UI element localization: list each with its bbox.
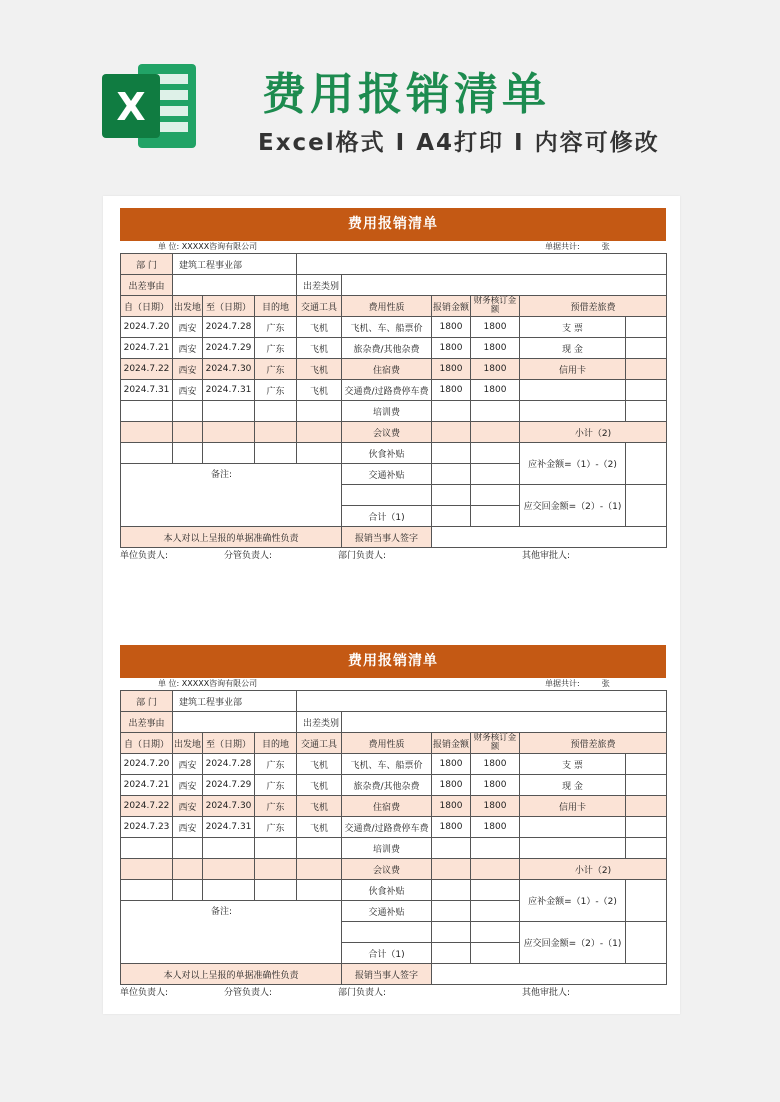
category-value-cell[interactable]	[342, 275, 667, 296]
blank-cell[interactable]	[471, 901, 520, 922]
row-origin: 西安	[173, 775, 203, 796]
docs-unit: 张	[601, 679, 610, 688]
subtotal-2-label: 小计（2)	[520, 859, 667, 880]
row-origin: 西安	[173, 380, 203, 401]
blank-cell[interactable]	[432, 422, 471, 443]
row-advance: 支 票	[520, 754, 626, 775]
row-amount: 1800	[432, 754, 471, 775]
expense-table	[120, 253, 667, 548]
form-title: 费用报销清单	[120, 208, 666, 241]
header-amount: 报销金额	[432, 296, 471, 317]
row-advance: 信用卡	[520, 796, 626, 817]
responsibility-statement: 本人对以上呈报的单据准确性负责	[121, 527, 342, 548]
row-audit-amount: 1800	[471, 338, 520, 359]
blank-cell[interactable]	[471, 880, 520, 901]
unit-head-label: 单位负责人:	[120, 551, 169, 561]
row-origin: 西安	[173, 317, 203, 338]
dept-blank-cell[interactable]	[297, 254, 667, 275]
row-amount: 1800	[432, 796, 471, 817]
blank-cell[interactable]	[121, 401, 173, 422]
blank-cell[interactable]	[471, 443, 520, 464]
blank-cell[interactable]	[471, 422, 520, 443]
total-1-label: 合计（1)	[342, 506, 432, 527]
row-destination: 广东	[255, 817, 297, 838]
remarks-label: 备注:	[121, 464, 342, 527]
header-origin: 出发地	[173, 733, 203, 754]
blank-cell[interactable]	[121, 859, 173, 880]
row-from-date: 2024.7.22	[121, 796, 173, 817]
reason-label: 出差事由	[121, 712, 173, 733]
blank-cell[interactable]	[626, 443, 667, 485]
row-audit-amount: 1800	[471, 817, 520, 838]
table-row	[121, 380, 667, 401]
blank-cell[interactable]	[626, 401, 667, 422]
unit-label: 单 位: XXXXX咨询有限公司	[158, 679, 258, 688]
header-destination: 目的地	[255, 296, 297, 317]
blank-cell[interactable]	[173, 443, 203, 464]
header-to-date: 至（日期）	[203, 733, 255, 754]
blank-cell[interactable]	[203, 880, 255, 901]
transport-allowance-label: 交通补贴	[342, 901, 432, 922]
blank-cell[interactable]	[203, 443, 255, 464]
blank-cell[interactable]	[297, 443, 342, 464]
row-origin: 西安	[173, 817, 203, 838]
blank-cell[interactable]	[173, 422, 203, 443]
excel-logo-icon	[100, 60, 198, 152]
row-amount: 1800	[432, 317, 471, 338]
header-nature: 费用性质	[342, 296, 432, 317]
row-amount: 1800	[432, 359, 471, 380]
form-meta	[120, 241, 666, 253]
row-audit-amount: 1800	[471, 380, 520, 401]
refund-formula: 应补金额=（1）-（2)	[520, 443, 626, 485]
blank-cell[interactable]	[432, 401, 471, 422]
row-origin: 西安	[173, 754, 203, 775]
document-sheet	[103, 196, 680, 1014]
blank-cell[interactable]	[121, 443, 173, 464]
row-from-date: 2024.7.20	[121, 754, 173, 775]
blank-cell[interactable]	[297, 859, 342, 880]
row-advance: 信用卡	[520, 359, 626, 380]
row-amount: 1800	[432, 817, 471, 838]
blank-cell[interactable]	[297, 880, 342, 901]
row-from-date: 2024.7.21	[121, 338, 173, 359]
row-transport: 飞机	[297, 317, 342, 338]
blank-cell[interactable]	[203, 859, 255, 880]
blank-cell[interactable]	[121, 838, 173, 859]
dept-value: 建筑工程事业部	[173, 254, 297, 275]
row-transport: 飞机	[297, 754, 342, 775]
remarks-label: 备注:	[121, 901, 342, 964]
row-transport: 飞机	[297, 380, 342, 401]
row-audit-amount: 1800	[471, 317, 520, 338]
division-head-label: 分管负责人:	[224, 551, 273, 561]
training-fee-label: 培训费	[342, 401, 432, 422]
docs-label: 单据共计:	[545, 242, 580, 251]
approval-footer	[120, 548, 666, 564]
dept-value: 建筑工程事业部	[173, 691, 297, 712]
row-destination: 广东	[255, 796, 297, 817]
row-amount: 1800	[432, 338, 471, 359]
page-title: 费用报销清单	[262, 69, 550, 120]
blank-cell[interactable]	[471, 943, 520, 964]
row-destination: 广东	[255, 775, 297, 796]
blank-cell[interactable]	[203, 838, 255, 859]
header-origin: 出发地	[173, 296, 203, 317]
training-fee-label: 培训费	[342, 838, 432, 859]
row-from-date: 2024.7.20	[121, 317, 173, 338]
return-formula: 应交回金额=（2）-（1)	[520, 922, 626, 964]
row-nature: 飞机、车、船票价	[342, 317, 432, 338]
form-meta	[120, 678, 666, 690]
blank-cell[interactable]	[297, 422, 342, 443]
header-advance: 预借差旅费	[520, 733, 667, 754]
blank-cell[interactable]	[432, 880, 471, 901]
docs-label: 单据共计:	[545, 679, 580, 688]
other-approver-label: 其他审批人:	[522, 551, 571, 561]
row-origin: 西安	[173, 359, 203, 380]
row-to-date: 2024.7.30	[203, 359, 255, 380]
approval-footer	[120, 985, 666, 1001]
meeting-fee-label: 会议费	[342, 422, 432, 443]
meeting-fee-label: 会议费	[342, 859, 432, 880]
table-row	[121, 317, 667, 338]
row-nature: 交通费/过路费停车费	[342, 817, 432, 838]
table-row	[121, 775, 667, 796]
dept-head-label: 部门负责人:	[338, 551, 387, 561]
blank-cell[interactable]	[203, 401, 255, 422]
signature-label: 报销当事人签字	[342, 964, 432, 985]
blank-cell[interactable]	[173, 859, 203, 880]
row-transport: 飞机	[297, 359, 342, 380]
row-from-date: 2024.7.22	[121, 359, 173, 380]
row-audit-amount: 1800	[471, 754, 520, 775]
row-to-date: 2024.7.31	[203, 380, 255, 401]
blank-cell[interactable]	[432, 859, 471, 880]
blank-cell[interactable]	[471, 838, 520, 859]
row-transport: 飞机	[297, 796, 342, 817]
blank-cell[interactable]	[471, 485, 520, 506]
blank-cell[interactable]	[626, 775, 667, 796]
blank-cell[interactable]	[255, 880, 297, 901]
blank-cell[interactable]	[432, 838, 471, 859]
row-nature: 飞机、车、船票价	[342, 754, 432, 775]
signature-cell[interactable]	[432, 527, 667, 548]
docs-count-label	[545, 241, 610, 253]
docs-count-label	[545, 678, 610, 690]
row-to-date: 2024.7.29	[203, 775, 255, 796]
blank-cell[interactable]	[432, 901, 471, 922]
row-to-date: 2024.7.30	[203, 796, 255, 817]
row-nature: 交通费/过路费停车费	[342, 380, 432, 401]
signature-label: 报销当事人签字	[342, 527, 432, 548]
row-audit-amount: 1800	[471, 775, 520, 796]
blank-cell[interactable]	[432, 464, 471, 485]
unit-head-label: 单位负责人:	[120, 988, 169, 998]
blank-cell[interactable]	[626, 817, 667, 838]
return-formula: 应交回金额=（2）-（1)	[520, 485, 626, 527]
blank-cell[interactable]	[471, 401, 520, 422]
dept-blank-cell[interactable]	[297, 691, 667, 712]
row-nature: 住宿费	[342, 359, 432, 380]
blank-cell[interactable]	[432, 506, 471, 527]
reimbursement-form-1	[120, 208, 666, 564]
row-destination: 广东	[255, 359, 297, 380]
form-title: 费用报销清单	[120, 645, 666, 678]
blank-cell[interactable]	[626, 796, 667, 817]
row-advance: 现 金	[520, 775, 626, 796]
blank-cell[interactable]	[626, 338, 667, 359]
hero-banner	[0, 0, 780, 190]
header-transport: 交通工具	[297, 296, 342, 317]
row-transport: 飞机	[297, 817, 342, 838]
row-advance: 现 金	[520, 338, 626, 359]
transport-allowance-label: 交通补贴	[342, 464, 432, 485]
table-row	[121, 754, 667, 775]
division-head-label: 分管负责人:	[224, 988, 273, 998]
header-audit-amount: 财务核订金额	[471, 296, 520, 317]
blank-cell[interactable]	[626, 485, 667, 527]
row-nature: 住宿费	[342, 796, 432, 817]
header-transport: 交通工具	[297, 733, 342, 754]
row-transport: 飞机	[297, 338, 342, 359]
blank-cell[interactable]	[255, 401, 297, 422]
responsibility-statement: 本人对以上呈报的单据准确性负责	[121, 964, 342, 985]
row-from-date: 2024.7.23	[121, 817, 173, 838]
refund-formula: 应补金额=（1）-（2)	[520, 880, 626, 922]
blank-cell[interactable]	[626, 922, 667, 964]
dept-label: 部 门	[121, 254, 173, 275]
blank-cell[interactable]	[203, 422, 255, 443]
blank-cell[interactable]	[342, 922, 432, 943]
dept-label: 部 门	[121, 691, 173, 712]
row-origin: 西安	[173, 338, 203, 359]
signature-cell[interactable]	[432, 964, 667, 985]
meal-allowance-label: 伙食补贴	[342, 443, 432, 464]
table-row	[121, 359, 667, 380]
blank-cell[interactable]	[520, 401, 626, 422]
row-advance	[520, 817, 626, 838]
blank-cell[interactable]	[255, 422, 297, 443]
table-row	[121, 338, 667, 359]
category-label: 出差类别	[297, 712, 342, 733]
row-advance: 支 票	[520, 317, 626, 338]
header-to-date: 至（日期）	[203, 296, 255, 317]
blank-cell[interactable]	[471, 464, 520, 485]
subtotal-2-label: 小计（2)	[520, 422, 667, 443]
row-to-date: 2024.7.28	[203, 317, 255, 338]
header-advance: 预借差旅费	[520, 296, 667, 317]
blank-cell[interactable]	[432, 922, 471, 943]
blank-cell[interactable]	[255, 859, 297, 880]
blank-cell[interactable]	[471, 922, 520, 943]
blank-cell[interactable]	[173, 880, 203, 901]
blank-cell[interactable]	[432, 943, 471, 964]
blank-cell[interactable]	[626, 838, 667, 859]
row-nature: 旅杂费/其他杂费	[342, 338, 432, 359]
row-audit-amount: 1800	[471, 796, 520, 817]
blank-cell[interactable]	[520, 838, 626, 859]
header-audit-amount: 财务核订金额	[471, 733, 520, 754]
docs-unit: 张	[601, 242, 610, 251]
category-value-cell[interactable]	[342, 712, 667, 733]
blank-cell[interactable]	[432, 485, 471, 506]
row-destination: 广东	[255, 754, 297, 775]
reason-value-cell[interactable]	[173, 712, 297, 733]
blank-cell[interactable]	[173, 401, 203, 422]
blank-cell[interactable]	[121, 422, 173, 443]
page-subtitle: Excel格式 I A4打印 I 内容可修改	[258, 130, 660, 156]
blank-cell[interactable]	[297, 401, 342, 422]
blank-cell[interactable]	[471, 859, 520, 880]
row-to-date: 2024.7.28	[203, 754, 255, 775]
blank-cell[interactable]	[173, 838, 203, 859]
blank-cell[interactable]	[626, 754, 667, 775]
header-from-date: 自（日期）	[121, 296, 173, 317]
table-row	[121, 817, 667, 838]
reason-value-cell[interactable]	[173, 275, 297, 296]
blank-cell[interactable]	[342, 485, 432, 506]
row-destination: 广东	[255, 380, 297, 401]
row-advance	[520, 380, 626, 401]
row-from-date: 2024.7.21	[121, 775, 173, 796]
reimbursement-form-2	[120, 645, 666, 1001]
blank-cell[interactable]	[471, 506, 520, 527]
row-audit-amount: 1800	[471, 359, 520, 380]
blank-cell[interactable]	[626, 880, 667, 922]
unit-label: 单 位: XXXXX咨询有限公司	[158, 242, 258, 251]
meal-allowance-label: 伙食补贴	[342, 880, 432, 901]
row-to-date: 2024.7.31	[203, 817, 255, 838]
header-nature: 费用性质	[342, 733, 432, 754]
row-amount: 1800	[432, 775, 471, 796]
blank-cell[interactable]	[626, 317, 667, 338]
row-destination: 广东	[255, 338, 297, 359]
header-amount: 报销金额	[432, 733, 471, 754]
dept-head-label: 部门负责人:	[338, 988, 387, 998]
blank-cell[interactable]	[255, 443, 297, 464]
blank-cell[interactable]	[297, 838, 342, 859]
blank-cell[interactable]	[626, 380, 667, 401]
row-to-date: 2024.7.29	[203, 338, 255, 359]
blank-cell[interactable]	[626, 359, 667, 380]
row-nature: 旅杂费/其他杂费	[342, 775, 432, 796]
row-amount: 1800	[432, 380, 471, 401]
reason-label: 出差事由	[121, 275, 173, 296]
header-destination: 目的地	[255, 733, 297, 754]
row-transport: 飞机	[297, 775, 342, 796]
row-origin: 西安	[173, 796, 203, 817]
row-from-date: 2024.7.31	[121, 380, 173, 401]
header-from-date: 自（日期）	[121, 733, 173, 754]
table-row	[121, 796, 667, 817]
other-approver-label: 其他审批人:	[522, 988, 571, 998]
blank-cell[interactable]	[121, 880, 173, 901]
expense-table	[120, 690, 667, 985]
row-destination: 广东	[255, 317, 297, 338]
total-1-label: 合计（1)	[342, 943, 432, 964]
category-label: 出差类别	[297, 275, 342, 296]
blank-cell[interactable]	[432, 443, 471, 464]
svg-text:X: X	[116, 85, 146, 129]
blank-cell[interactable]	[255, 838, 297, 859]
